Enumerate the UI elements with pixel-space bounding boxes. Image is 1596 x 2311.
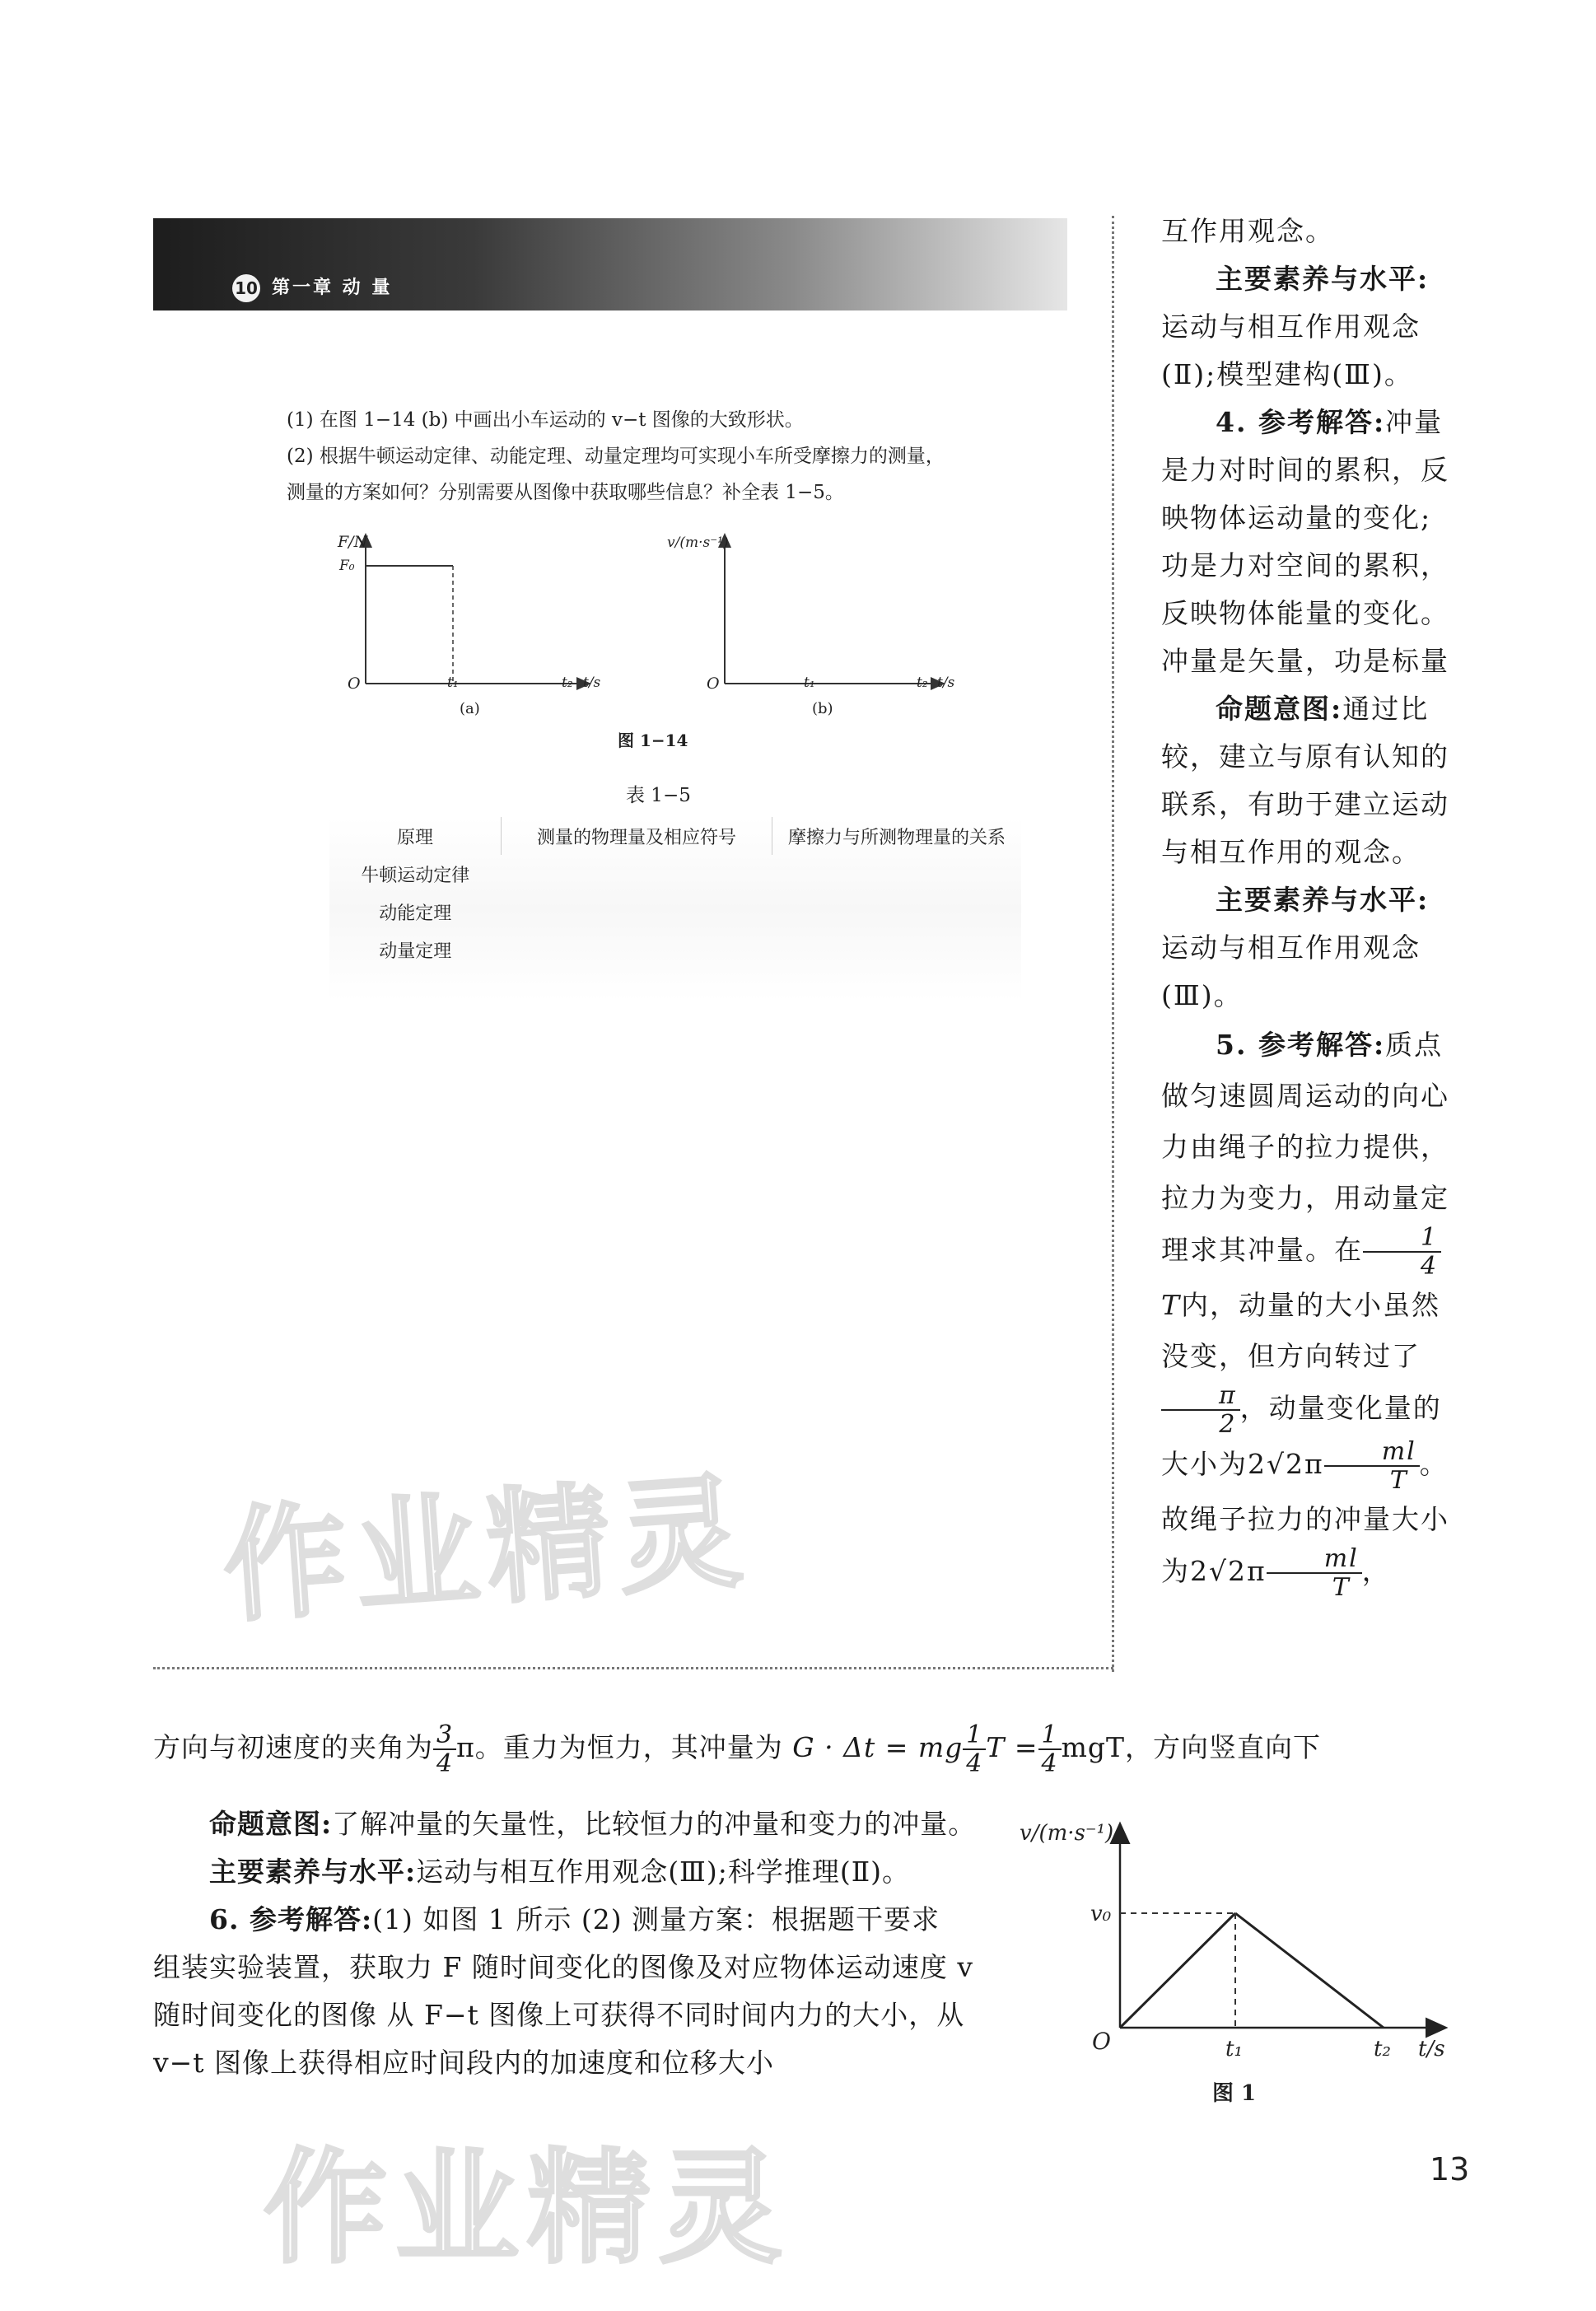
fig1-rise-line bbox=[1120, 1913, 1235, 2028]
bottom-level bbox=[209, 1848, 1074, 1896]
coef-2root2pi-2: 2√2π bbox=[1190, 1555, 1267, 1587]
fig-b-t1: t₁ bbox=[804, 675, 815, 691]
frac-ml-t-2: $\frac{ml}{T}$ bbox=[1267, 1545, 1362, 1601]
figure-1-14 bbox=[313, 527, 1005, 791]
answer-p5-text-b: 内，动量的大小虽然没变，但方向转过了 bbox=[1161, 1289, 1441, 1372]
bottom-intent-label: 命题意图: bbox=[209, 1808, 333, 1840]
answer-6-line3: 随时间变化的图像 从 F−t 图像上可获得不同时间内力的大小，从 bbox=[153, 1999, 965, 2031]
fig-a-ylabel: F/N bbox=[338, 533, 368, 551]
question-part1: (1) 在图 1−14 (b) 中画出小车运动的 v−t 图像的大致形状。 bbox=[287, 409, 804, 431]
fig-a-f0: F₀ bbox=[339, 558, 355, 574]
table-row bbox=[329, 855, 1021, 893]
fig1-origin: O bbox=[1092, 2028, 1111, 2055]
fig-b-t2: t₂ bbox=[917, 675, 928, 691]
fig-b-xlabel: t/s bbox=[937, 675, 955, 691]
frac-ml-t: $\frac{ml}{T}$ bbox=[1324, 1438, 1420, 1494]
column-divider bbox=[1112, 216, 1114, 1672]
fig-a-t2: t₂ bbox=[562, 675, 573, 691]
frac-1-4-b: $\frac{1}{4}$ bbox=[963, 1721, 986, 1777]
answer-p4-label: 主要素养与水平: bbox=[1216, 884, 1430, 916]
bottom-intent bbox=[209, 1800, 1074, 1848]
answer-p5-label: 5. 参考解答: bbox=[1216, 1029, 1386, 1061]
bottom-level-text: 运动与相互作用观念(Ⅲ);科学推理(Ⅱ)。 bbox=[416, 1856, 911, 1888]
watermark-top: 作业精灵 bbox=[218, 1459, 755, 1641]
fig1-t1: t₁ bbox=[1225, 2037, 1243, 2061]
answer-p4 bbox=[1161, 876, 1449, 1020]
frac-pi-2: $\frac{\pi}{2}$ bbox=[1161, 1382, 1240, 1438]
fig1-v0: v₀ bbox=[1090, 1902, 1112, 1926]
frac-1-4: $\frac{1}{4}$ bbox=[1363, 1224, 1441, 1280]
fig-a-t1: t₁ bbox=[447, 675, 459, 691]
bottom-line1-a: 方向与初速度的夹角为 bbox=[153, 1731, 433, 1763]
answer-p5: 5. 参考解答:质点做匀速圆周运动的向心力由绳子的拉力提供，拉力为变力，用动量定理求其冲量。在 $\frac{1}{4}$ T内，动量的大小虽然没变，但方向转过了 $\frac{\pi}{2}$ ，动量变化量的大小为2√2π $\frac{ml}{T}$ 。故绳子拉力的冲量大小为2√2π $\frac{ml}{T}$ ， bbox=[1161, 1029, 1449, 1602]
table-header-cell: 原理 bbox=[329, 817, 502, 855]
fig-a-sub: (a) bbox=[460, 700, 480, 717]
fig-b-ylabel: v/(m·s⁻¹) bbox=[667, 535, 729, 551]
table-row-label: 动量定理 bbox=[379, 941, 452, 962]
table-row-label: 动能定理 bbox=[379, 903, 452, 924]
table-row bbox=[329, 893, 1021, 931]
formula-rhs-post: mgT，方向竖直向下 bbox=[1061, 1731, 1322, 1763]
bottom-line1-b: π。重力为恒力，其冲量为 bbox=[456, 1731, 783, 1763]
formula-rhs-pre: T = bbox=[986, 1731, 1038, 1763]
answer-p5-text-d: 。故绳子拉力的冲量大小为 bbox=[1161, 1448, 1449, 1587]
bottom-level-label: 主要素养与水平: bbox=[209, 1856, 417, 1888]
answer-p3-label: 命题意图: bbox=[1216, 693, 1343, 725]
answer-p5-text-c: ，动量变化量的大小为 bbox=[1161, 1392, 1442, 1480]
answer-column bbox=[1161, 208, 1449, 1601]
fig-b-sub: (b) bbox=[812, 700, 833, 717]
formula-lhs: G · Δt = mg bbox=[792, 1731, 964, 1763]
answer-p0: 互作用观念。 bbox=[1161, 215, 1334, 247]
answer-6-line1-text: (1) 如图 1 所示 (2) 测量方案：根据题干要求 bbox=[372, 1903, 940, 1935]
bottom-intent-text: 了解冲量的矢量性，比较恒力的冲量和变力的冲量。 bbox=[332, 1808, 977, 1840]
section-divider bbox=[153, 1667, 1113, 1669]
table-1-5-caption: 表 1−5 bbox=[626, 785, 691, 806]
table-header-cell: 摩擦力与所测物理量的关系 bbox=[787, 827, 1006, 848]
answer-p5-text-a: 质点做匀速圆周运动的向心力由绳子的拉力提供，拉力为变力，用动量定理求其冲量。在 bbox=[1161, 1029, 1449, 1266]
answer-p2 bbox=[1161, 399, 1449, 685]
fig1-fall-line bbox=[1235, 1913, 1384, 2028]
answer-p4-text: 运动与相互作用观念(Ⅲ)。 bbox=[1161, 931, 1421, 1011]
period-t: T bbox=[1161, 1289, 1182, 1321]
answer-6-line2: 组装实验装置，获取力 F 随时间变化的图像及对应物体运动速度 v bbox=[153, 1951, 974, 1983]
chapter-title: 第一章 动 量 bbox=[272, 278, 393, 298]
answer-p3-text: 通过比较，建立与原有认知的联系，有助于建立运动与相互作用的观念。 bbox=[1161, 693, 1449, 868]
fig-b-origin: O bbox=[707, 675, 720, 693]
fig1-t2: t₂ bbox=[1374, 2037, 1391, 2061]
fig-a-xlabel: t/s bbox=[583, 675, 601, 691]
table-1-5 bbox=[329, 817, 1021, 969]
table-header-cell: 测量的物理量及相应符号 bbox=[502, 817, 772, 855]
answer-p3 bbox=[1161, 685, 1449, 876]
fig-1-14-caption: 图 1−14 bbox=[618, 731, 688, 750]
question-part2-line1: (2) 根据牛顿运动定律、动能定理、动量定理均可实现小车所受摩擦力的测量， bbox=[287, 446, 945, 467]
fig1-xlabel: t/s bbox=[1418, 2037, 1445, 2061]
answer-6-line1 bbox=[209, 1896, 1041, 1944]
watermark-bottom: 作业精灵 bbox=[264, 2137, 791, 2281]
answer-6-label: 6. 参考解答: bbox=[209, 1903, 373, 1935]
page-number: 13 bbox=[1430, 2151, 1470, 2187]
answer-p2-label: 4. 参考解答: bbox=[1216, 406, 1386, 438]
question-part2-line2: 测量的方案如何？分别需要从图像中获取哪些信息？补全表 1−5。 bbox=[287, 482, 844, 503]
answer-6-line4: v−t 图像上获得相应时间段内的加速度和位移大小 bbox=[153, 2047, 775, 2079]
bottom-line1 bbox=[153, 1721, 1471, 1777]
fig1-ylabel: v/(m·s⁻¹) bbox=[1020, 1821, 1114, 1846]
fig-a-origin: O bbox=[348, 675, 361, 693]
coef-2root2pi: 2√2π bbox=[1248, 1448, 1324, 1480]
table-row-label: 牛顿运动定律 bbox=[361, 865, 470, 886]
frac-3-4: $\frac{3}{4}$ bbox=[433, 1721, 456, 1777]
answer-p2-text: 冲量是力对时间的累积，反映物体运动量的变化;功是力对空间的累积，反映物体能量的变化。冲量是矢量，功是标量 bbox=[1161, 406, 1449, 677]
chapter-number-badge: 10 bbox=[232, 274, 260, 302]
table-header-row bbox=[329, 817, 1021, 855]
answer-p1-label: 主要素养与水平: bbox=[1216, 263, 1430, 295]
fig1-caption: 图 1 bbox=[1212, 2081, 1257, 2106]
figure-1 bbox=[1018, 1820, 1479, 2117]
frac-1-4-c: $\frac{1}{4}$ bbox=[1038, 1721, 1062, 1777]
table-row bbox=[329, 931, 1021, 969]
answer-p1 bbox=[1161, 255, 1449, 399]
answer-p1-text: 运动与相互作用观念(Ⅱ);模型建构(Ⅲ)。 bbox=[1161, 310, 1421, 390]
